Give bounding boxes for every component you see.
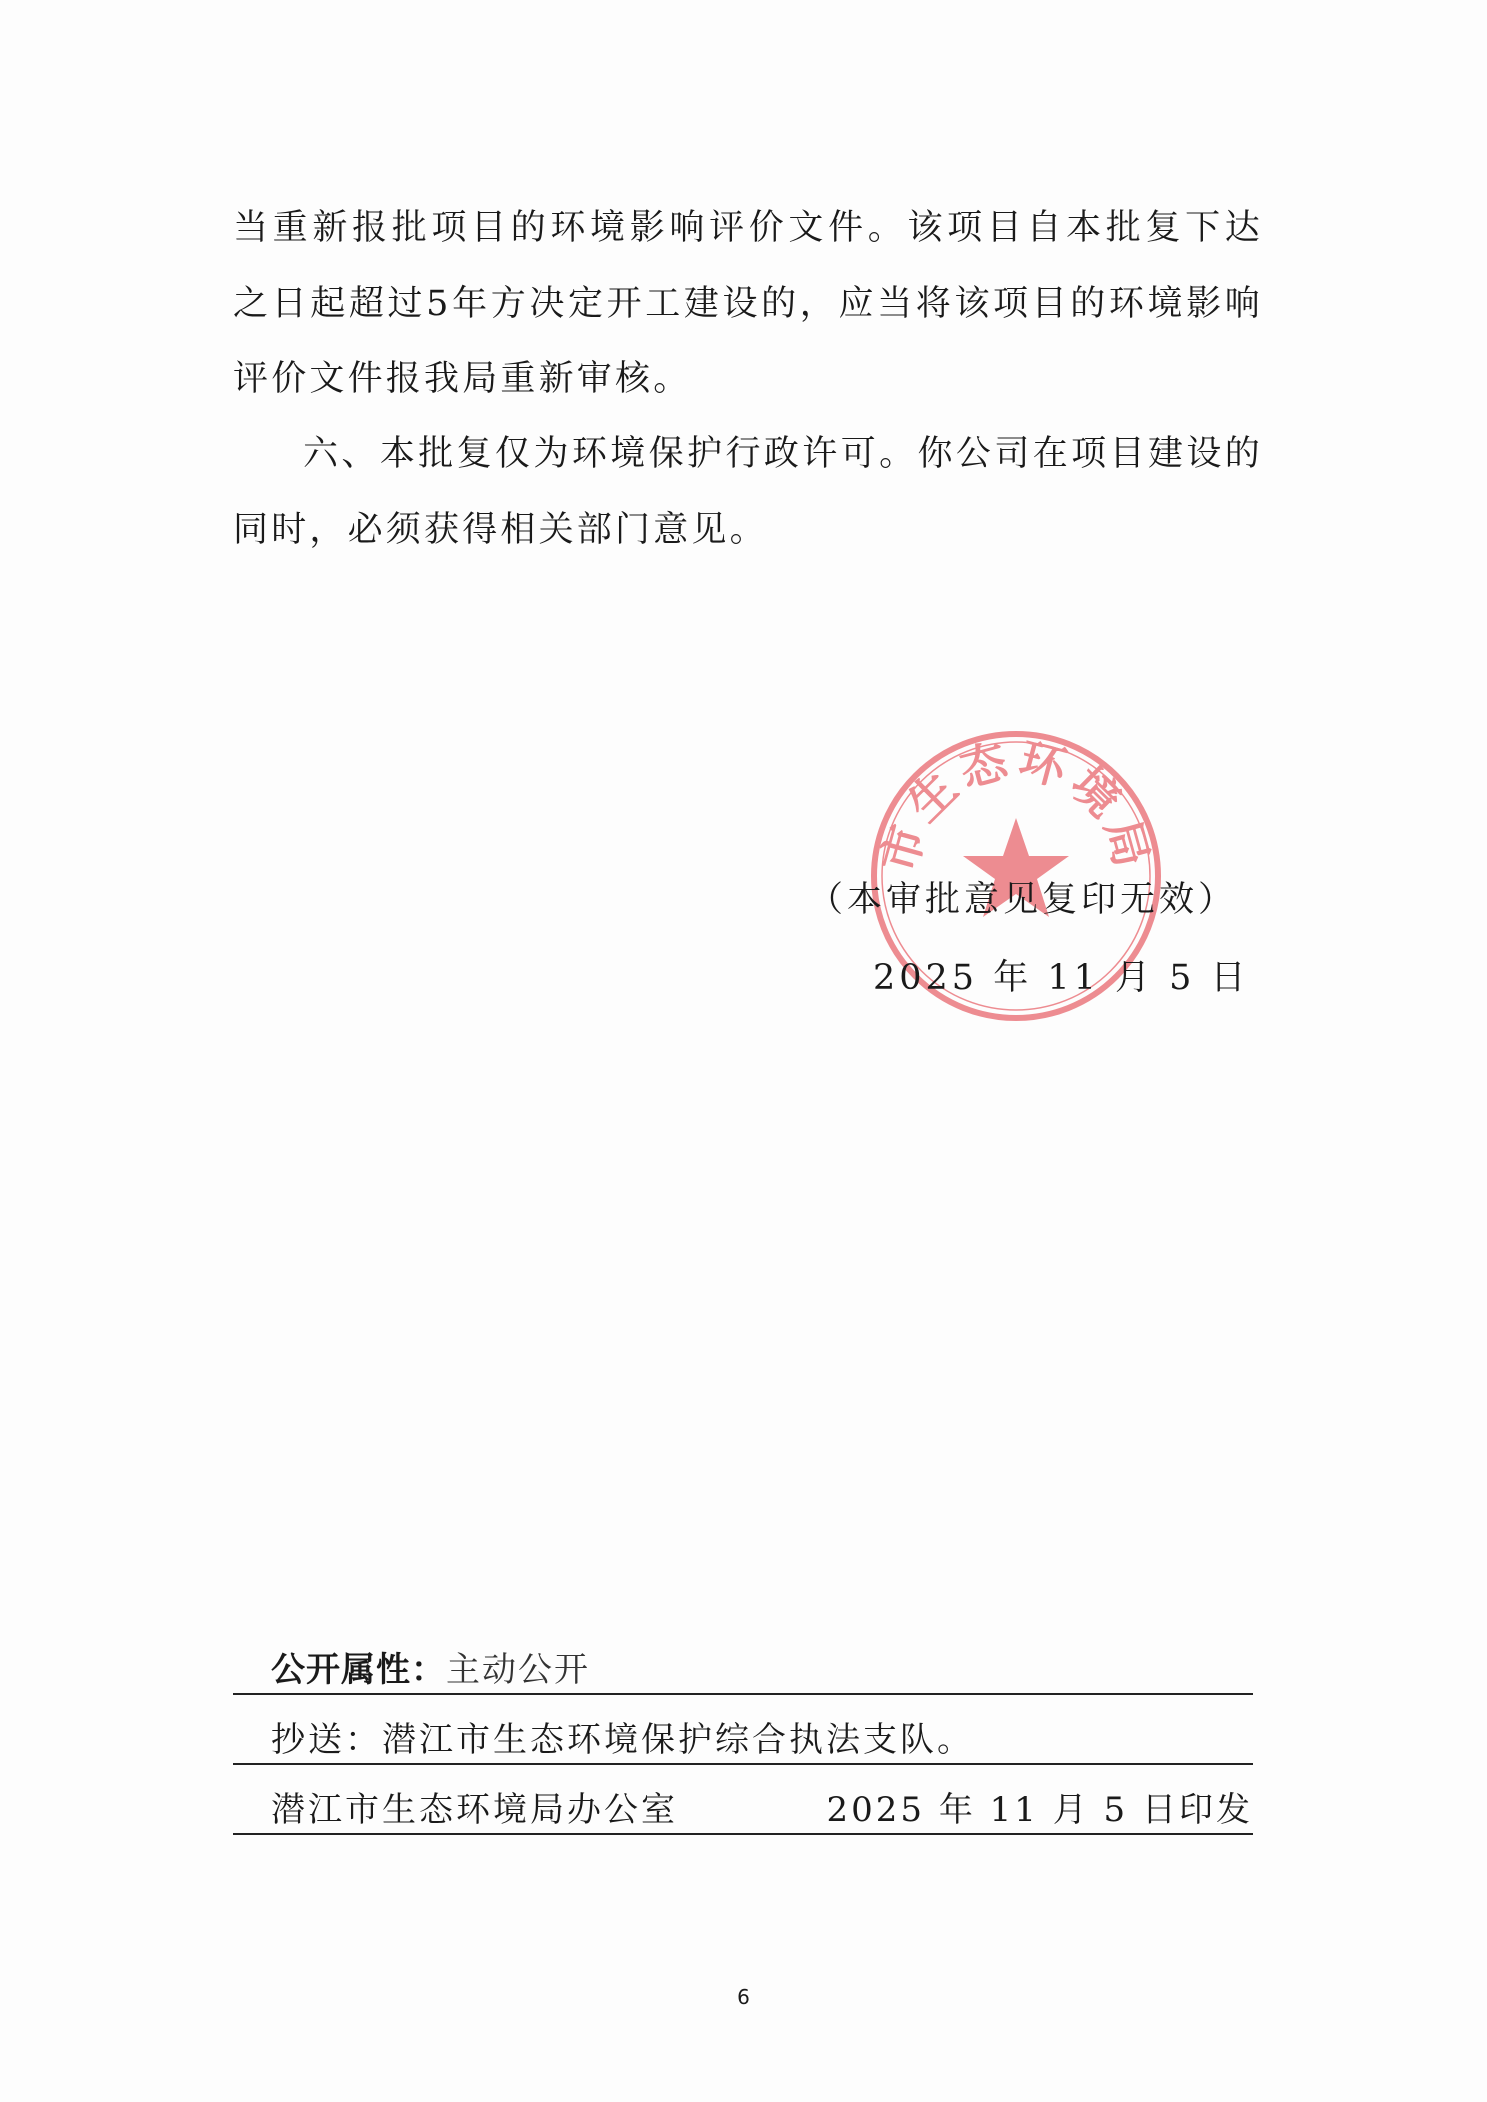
signature-date: 2025 年 11 月 5 日 <box>873 958 1250 998</box>
svg-text:市生态环境局: 市生态环境局 <box>871 731 1161 879</box>
cc-row <box>233 1703 1253 1765</box>
body-paragraph-2: 六、本批复仅为环境保护行政许可。你公司在项目建设的同时，必须获得相关部门意见。 <box>233 434 1263 550</box>
issuer-row <box>233 1773 1253 1835</box>
body-paragraph-1: 当重新报批项目的环境影响评价文件。该项目自本批复下达之日起超过5年方决定开工建设的，应当将该项目的环境影响评价文件报我局重新审核。 <box>233 208 1263 399</box>
issue-date: 2025 年 11 月 5 日印发 <box>826 1790 1253 1830</box>
cc-text: 抄送：潜江市生态环境保护综合执法支队。 <box>271 1720 974 1760</box>
issuer-name: 潜江市生态环境局办公室 <box>271 1790 678 1830</box>
stamp-note: （本审批意见复印无效） <box>808 880 1238 920</box>
disclosure-label: 公开属性： <box>271 1650 446 1690</box>
disclosure-value: 主动公开 <box>446 1650 590 1690</box>
disclosure-row <box>233 1633 1253 1695</box>
page-number: 6 <box>737 1985 750 2009</box>
